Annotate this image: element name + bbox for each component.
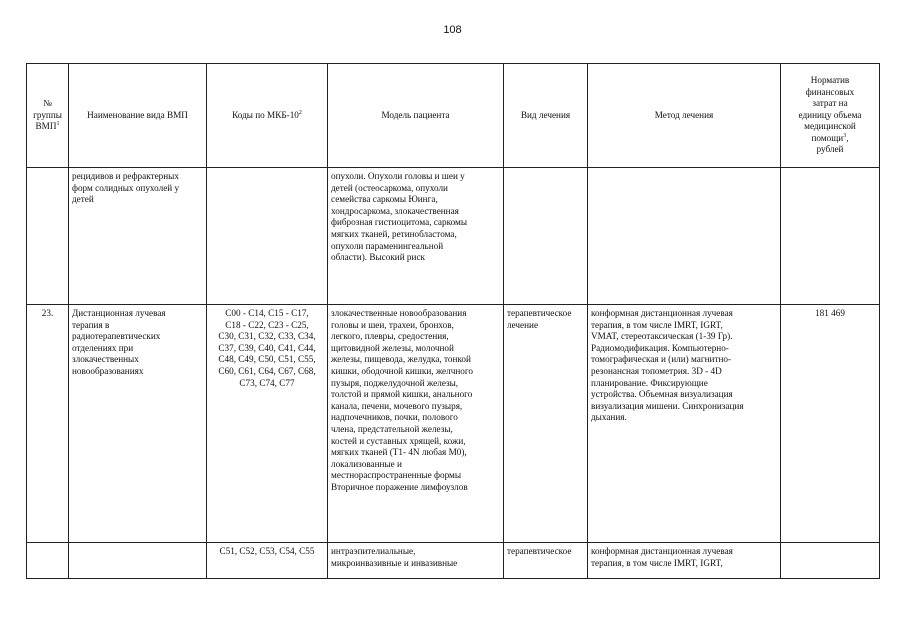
cell-vmp-name: Дистанционная лучевая терапия в радиотерапевтических отделениях при злокачественных новообразованиях bbox=[69, 305, 207, 543]
cell-financial-norm: 181 469 bbox=[781, 305, 880, 543]
cell-group-number bbox=[27, 543, 69, 579]
cell-financial-norm bbox=[781, 168, 880, 305]
page-number: 108 bbox=[443, 24, 462, 36]
cell-treatment-method: конформная дистанционная лучевая терапия, в том числе IMRT, IGRT, VMAT, стереотаксическая (1-39 Гр). Радиомодификация. Компьютерно- томографическая и (или) магнитно- резонансная топометрия. 3D - 4D планирование. Фиксирующие устройства. Объемная визуализация визуализация мишени. Синхронизация дыхания. bbox=[588, 305, 781, 543]
cell-treatment-method bbox=[588, 168, 781, 305]
cell-patient-model: интраэпителиальные, микроинвазивные и инвазивные bbox=[328, 543, 504, 579]
cell-treatment-type: терапевтическое bbox=[504, 543, 588, 579]
cell-icd-codes: C51, C52, C53, C54, C55 bbox=[207, 543, 328, 579]
cell-patient-model: злокачественные новообразования головы и шеи, трахеи, бронхов, легкого, плевры, средостения, щитовидной железы, молочной железы, пищевода, желудка, тонкой кишки, ободочной кишки, желчного пузыря, поджелудочной железы, толстой и прямой кишки, анального канала, печени, мочевого пузыря, надпочечников, почки, полового члена, предстательной железы, костей и суставных хрящей, кожи, мягких тканей (T1- 4N любая M0), локализованные и местнораспространенные формы Вторичное поражение лимфоузлов bbox=[328, 305, 504, 543]
cell-icd-codes: C00 - C14, C15 - C17, C18 - C22, C23 - C25, C30, C31, C32, C33, C34, C37, C39, C40, C41, C44, C48, C49, C50, C51, C55, C60, C61, C64, C67, C68, C73, C74, C77 bbox=[207, 305, 328, 543]
cell-vmp-name bbox=[69, 543, 207, 579]
table-row-next bbox=[27, 543, 880, 579]
header-treatment-type: Вид лечения bbox=[504, 64, 588, 168]
cell-group-number bbox=[27, 168, 69, 305]
header-patient-model: Модель пациента bbox=[328, 64, 504, 168]
table-row-continued bbox=[27, 168, 880, 305]
cell-treatment-type bbox=[504, 168, 588, 305]
header-vmp-name: Наименование вида ВМП bbox=[69, 64, 207, 168]
table-row-23 bbox=[27, 305, 880, 543]
cell-icd-codes bbox=[207, 168, 328, 305]
header-financial-norm: Норматив финансовых затрат на единицу объема медицинской помощи$^3$, рублей bbox=[781, 64, 880, 168]
cell-patient-model: опухоли. Опухоли головы и шеи у детей (остеосаркома, опухоли семейства саркомы Юинга, хондросаркома, злокачественная фиброзная гистиоцитома, саркомы мягких тканей, ретинобластома, опухоли параменингеальной области). Высокий риск bbox=[328, 168, 504, 305]
cell-treatment-method: конформная дистанционная лучевая терапия, в том числе IMRT, IGRT, bbox=[588, 543, 781, 579]
table-header-row bbox=[27, 64, 880, 168]
cell-group-number: 23. bbox=[27, 305, 69, 543]
header-group-number: № группы ВМП$^1$ bbox=[27, 64, 69, 168]
vmp-table bbox=[26, 63, 880, 579]
header-treatment-method: Метод лечения bbox=[588, 64, 781, 168]
cell-treatment-type: терапевтическое лечение bbox=[504, 305, 588, 543]
cell-vmp-name: рецидивов и рефрактерных форм солидных опухолей у детей bbox=[69, 168, 207, 305]
cell-financial-norm bbox=[781, 543, 880, 579]
header-icd-codes: Коды по МКБ-$10^2$ bbox=[207, 64, 328, 168]
